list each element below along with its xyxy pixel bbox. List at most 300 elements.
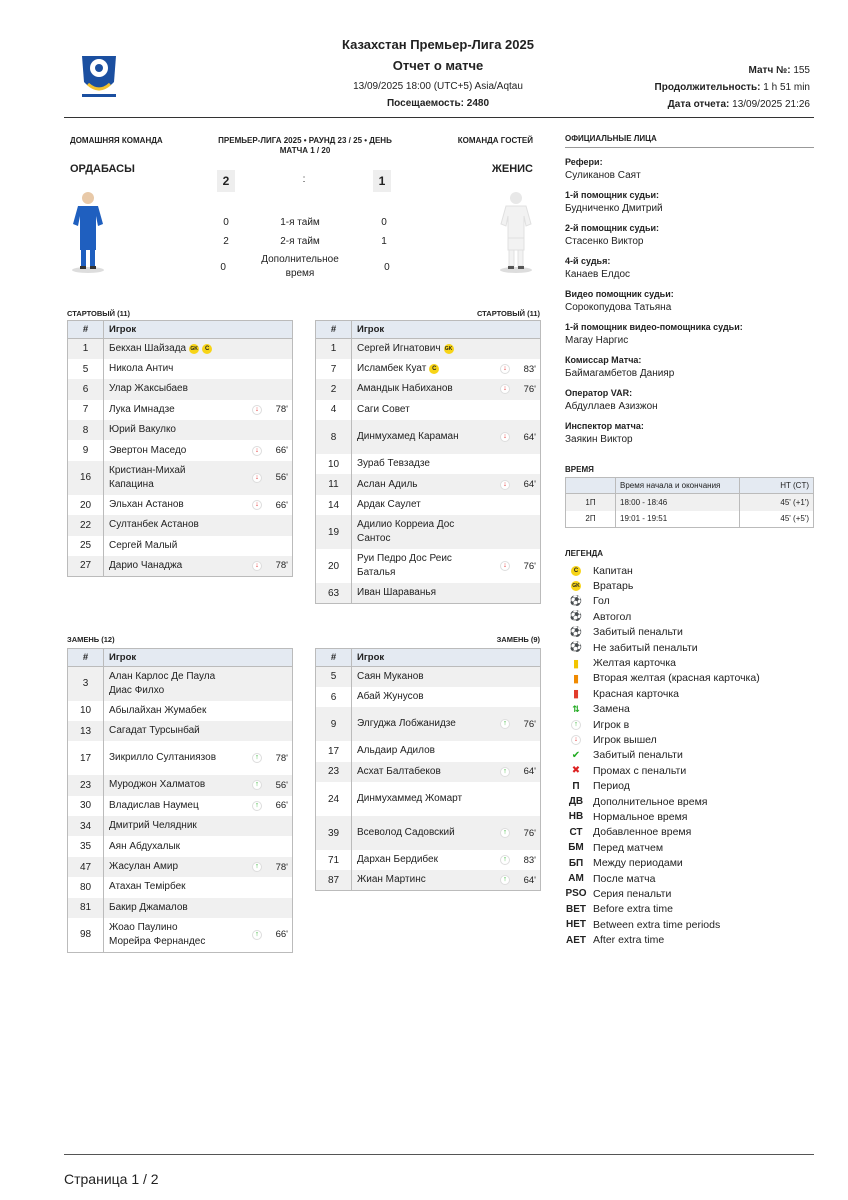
substitution-event xyxy=(252,560,288,571)
period-ht: 45' (+5') xyxy=(740,511,814,528)
table-row xyxy=(316,583,541,603)
legend-item xyxy=(565,748,814,763)
legend-text: Желтая карточка xyxy=(593,657,677,670)
player-out-icon: ↓ xyxy=(252,405,262,415)
player-name: Сагадат Турсынбай xyxy=(109,725,200,737)
official-role: Инспектор матча: xyxy=(565,421,644,431)
player-cell-content xyxy=(104,518,292,532)
player-number: 35 xyxy=(68,836,104,856)
player-cell-content xyxy=(104,901,292,915)
official-name: Сорокопудова Татьяна xyxy=(565,302,672,313)
player-cell-content xyxy=(104,403,292,417)
sub-minute: 66' xyxy=(275,800,288,812)
legend-text: Забитый пенальти xyxy=(593,749,683,762)
substitution-event xyxy=(252,862,288,873)
player-name: Саги Совет xyxy=(357,403,410,415)
substitution-event xyxy=(500,364,536,375)
table-row xyxy=(68,515,293,535)
added-time-abbr xyxy=(565,827,587,838)
player-cell-content xyxy=(352,403,540,417)
table-row xyxy=(68,796,293,816)
legend-text: Вторая желтая (красная карточка) xyxy=(593,672,760,685)
period-row xyxy=(215,251,395,283)
table-row xyxy=(68,667,293,701)
player-info xyxy=(104,444,186,458)
col-number: # xyxy=(68,649,104,667)
player-cell-content xyxy=(352,792,540,806)
legend-text: After extra time xyxy=(593,934,665,947)
player-name: Иван Шараванья xyxy=(357,587,437,599)
legend-symbol: ⚽ xyxy=(569,595,583,607)
official-role: 2-й помощник судьи: xyxy=(565,223,660,233)
player-number: 22 xyxy=(68,515,104,535)
player-name: Владислав Наумец xyxy=(109,799,199,811)
col-player-label: Игрок xyxy=(109,324,137,335)
player-number: 5 xyxy=(316,667,352,687)
player-in-icon: ↑ xyxy=(500,855,510,865)
table-row xyxy=(316,495,541,515)
player-cell xyxy=(352,741,541,761)
period-label: Дополнительное время xyxy=(261,254,339,279)
penalty-scored-icon xyxy=(565,627,587,638)
player-cell-content xyxy=(352,765,540,779)
player-info xyxy=(352,518,464,546)
player-number: 7 xyxy=(68,400,104,420)
goalkeeper-icon xyxy=(565,581,587,591)
substitution-event xyxy=(252,800,288,811)
player-cell-content xyxy=(352,362,540,376)
official-role: Рефери: xyxy=(565,157,603,167)
player-cell xyxy=(104,440,293,460)
col-player xyxy=(352,649,541,667)
player-name: Жоао Паулино Морейра Фернандес xyxy=(109,921,206,947)
player-cell-content xyxy=(104,778,292,792)
player-name: Эвертон Маседо xyxy=(109,444,187,456)
player-info xyxy=(104,464,216,492)
player-cell xyxy=(104,359,293,379)
period-home-score: 0 xyxy=(223,217,229,228)
substitution-event xyxy=(500,561,536,572)
player-number: 3 xyxy=(68,667,104,701)
legend-item xyxy=(565,609,814,624)
sub-minute: 64' xyxy=(523,874,536,886)
legend-item xyxy=(565,763,814,778)
col-player-label: Игрок xyxy=(109,652,137,663)
player-in-icon: ↑ xyxy=(252,801,262,811)
official-name: Канаев Елдос xyxy=(565,269,631,280)
player-number: 10 xyxy=(316,454,352,474)
player-out-icon: ↓ xyxy=(252,446,262,456)
player-number: 6 xyxy=(316,687,352,707)
player-cell-content xyxy=(352,586,540,600)
legend-text: Дополнительное время xyxy=(593,795,708,808)
player-info xyxy=(104,724,200,738)
player-name: Зикрилло Султаниязов xyxy=(109,752,217,764)
table-row xyxy=(316,850,541,870)
table-row xyxy=(68,775,293,795)
red-card-icon xyxy=(565,687,587,700)
table-row xyxy=(316,359,541,379)
sub-minute: 83' xyxy=(523,363,536,375)
table-row xyxy=(68,918,293,952)
player-cell-content xyxy=(104,362,292,376)
sub-minute: 56' xyxy=(275,472,288,484)
player-info xyxy=(352,403,410,417)
away-starting-label: СТАРТОВЫЙ (11) xyxy=(476,309,540,318)
home-starting-table xyxy=(67,320,293,577)
legend-text: Вратарь xyxy=(593,580,634,593)
player-name: Альдаир Адилов xyxy=(357,745,435,757)
player-number: 8 xyxy=(316,420,352,454)
player-cell xyxy=(104,741,293,775)
player-cell xyxy=(104,836,293,856)
player-cell-content xyxy=(104,444,292,458)
official-name: Стасенко Виктор xyxy=(565,236,644,247)
player-name: Адилио Корреиа Дос Сантос xyxy=(357,519,455,545)
table-row xyxy=(316,454,541,474)
player-cell-content xyxy=(104,921,292,949)
table-row xyxy=(316,687,541,707)
legend-text: Серия пенальти xyxy=(593,887,672,900)
player-name: Зураб Тевзадзе xyxy=(357,458,430,470)
sub-minute: 66' xyxy=(275,929,288,941)
player-cell xyxy=(352,400,541,420)
player-info xyxy=(352,498,421,512)
player-cell xyxy=(104,379,293,399)
official-name: Суликанов Саят xyxy=(565,170,641,181)
home-subs-table xyxy=(67,648,293,953)
player-out-icon: ↓ xyxy=(500,384,510,394)
legend-text: Нормальное время xyxy=(593,810,688,823)
player-number: 4 xyxy=(316,400,352,420)
away-kit-icon xyxy=(498,190,534,279)
player-cell-content xyxy=(352,430,540,444)
legend-text: После матча xyxy=(593,872,656,885)
substitution-event xyxy=(252,753,288,764)
legend-item xyxy=(565,717,814,732)
legend-item xyxy=(565,871,814,886)
player-cell-content xyxy=(352,670,540,684)
legend-item xyxy=(565,917,814,932)
player-info xyxy=(352,717,456,731)
player-cell xyxy=(352,667,541,687)
player-cell-content xyxy=(352,826,540,840)
player-name: Амандык Набиханов xyxy=(357,383,453,395)
table-header xyxy=(316,321,541,339)
player-cell xyxy=(352,870,541,890)
substitution-event xyxy=(500,719,536,730)
player-name: Абай Жунусов xyxy=(357,691,424,703)
player-number: 71 xyxy=(316,850,352,870)
legend-symbol: АМ xyxy=(568,873,584,884)
away-score: 1 xyxy=(373,170,391,192)
player-number: 47 xyxy=(68,857,104,877)
legend-symbol: GK xyxy=(572,583,580,590)
player-cell xyxy=(352,707,541,741)
penalty-missed-icon xyxy=(565,642,587,653)
sub-minute: 64' xyxy=(523,479,536,491)
player-table xyxy=(67,648,293,953)
table-row xyxy=(316,762,541,782)
player-in-icon: ↑ xyxy=(500,828,510,838)
table-row xyxy=(68,877,293,897)
table-row xyxy=(68,857,293,877)
time-table xyxy=(565,477,814,528)
table-row xyxy=(68,379,293,399)
legend-text: Before extra time xyxy=(593,903,673,916)
period-times-table xyxy=(565,477,814,528)
col-player xyxy=(104,321,293,339)
player-number: 13 xyxy=(68,721,104,741)
official-name: Баймагамбетов Данияр xyxy=(565,368,675,379)
cross-icon xyxy=(565,765,587,776)
substitution-event xyxy=(252,500,288,511)
player-info xyxy=(352,670,424,684)
player-info xyxy=(104,362,173,376)
player-name: Сергей Игнатович xyxy=(357,342,441,354)
col-period xyxy=(566,478,616,494)
legend-text: Забитый пенальти xyxy=(593,626,683,639)
table-header xyxy=(68,321,293,339)
player-info xyxy=(104,342,212,356)
table-header xyxy=(316,649,541,667)
legend-symbol: PSO xyxy=(565,888,587,900)
player-cell xyxy=(352,687,541,707)
table-row xyxy=(316,549,541,583)
report-date: Дата отчета: 13/09/2025 21:26 xyxy=(667,99,810,110)
table-row xyxy=(68,359,293,379)
substitution-event xyxy=(252,472,288,483)
col-player xyxy=(104,649,293,667)
player-cell xyxy=(104,339,293,359)
player-info xyxy=(352,586,436,600)
official-name: Абдуллаев Азизжон xyxy=(565,401,658,412)
legend-item xyxy=(565,794,814,809)
legend-symbol: ⚽ xyxy=(569,611,583,623)
substitution-event xyxy=(252,445,288,456)
legend-item xyxy=(565,625,814,640)
player-number: 30 xyxy=(68,796,104,816)
table-row xyxy=(68,741,293,775)
substitution-event xyxy=(500,855,536,866)
table-row xyxy=(68,898,293,918)
player-cell xyxy=(352,850,541,870)
period-time: 18:00 - 18:46 xyxy=(616,494,740,511)
player-cell xyxy=(352,454,541,474)
legend-symbol: C xyxy=(571,566,581,576)
match-datetime: 13/09/2025 18:00 (UTC+5) Asia/Aqtau xyxy=(353,81,523,92)
player-cell-content xyxy=(104,751,292,765)
league-logo xyxy=(78,52,120,100)
legend-text: Замена xyxy=(593,703,630,716)
legend-item xyxy=(565,578,814,593)
player-info xyxy=(104,860,178,874)
player-table xyxy=(315,648,541,891)
legend-text: Гол xyxy=(593,595,610,608)
league-title: Казахстан Премьер-Лига 2025 xyxy=(342,37,534,52)
player-info xyxy=(104,778,205,792)
substitution-event xyxy=(500,384,536,395)
page-number: Страница 1 / 2 xyxy=(64,1171,159,1187)
period-ht: 45' (+1') xyxy=(740,494,814,511)
player-info xyxy=(104,840,180,854)
player-cell xyxy=(352,549,541,583)
officials-list xyxy=(565,155,814,452)
yellow-card-icon xyxy=(565,657,587,670)
captain-icon: C xyxy=(429,364,439,374)
player-cell-content xyxy=(352,717,540,731)
legend-item xyxy=(565,671,814,686)
sub-minute: 56' xyxy=(275,779,288,791)
time-row xyxy=(566,511,814,528)
legend-symbol: ↓ xyxy=(571,735,581,745)
player-info xyxy=(104,901,188,915)
time-header xyxy=(566,478,814,494)
player-info xyxy=(104,921,216,949)
table-row xyxy=(68,836,293,856)
legend-text: Красная карточка xyxy=(593,687,679,700)
legend-item xyxy=(565,702,814,717)
legend-item xyxy=(565,886,814,901)
sub-minute: 64' xyxy=(523,431,536,443)
player-name: Аян Абдухалык xyxy=(109,840,181,852)
legend-symbol: BET xyxy=(566,903,586,915)
period-scores xyxy=(215,213,395,283)
between-extra-time-abbr xyxy=(565,919,587,930)
sub-minute: 78' xyxy=(275,560,288,572)
legend-item xyxy=(565,640,814,655)
player-out-icon: ↓ xyxy=(500,561,510,571)
table-row xyxy=(316,870,541,890)
table-row xyxy=(316,667,541,687)
player-cell xyxy=(104,556,293,576)
sub-minute: 66' xyxy=(275,499,288,511)
player-name: Жиан Мартинс xyxy=(357,874,426,886)
player-cell-content xyxy=(104,840,292,854)
col-number: # xyxy=(316,649,352,667)
col-ht: HT (CT) xyxy=(740,478,814,494)
player-cell xyxy=(352,762,541,782)
officials-divider xyxy=(565,147,814,148)
table-row xyxy=(316,816,541,850)
substitution-event xyxy=(500,432,536,443)
player-name: Аслан Адиль xyxy=(357,478,418,490)
player-info xyxy=(352,382,453,396)
legend-list xyxy=(565,563,814,948)
report-title: Отчет о матче xyxy=(392,58,484,73)
table-row xyxy=(68,701,293,721)
sub-minute: 78' xyxy=(275,752,288,764)
legend-symbol: AET xyxy=(566,934,586,946)
officials-title: ОФИЦИАЛЬНЫЕ ЛИЦА xyxy=(565,134,657,143)
player-number: 23 xyxy=(68,775,104,795)
attendance: Посещаемость: 2480 xyxy=(386,98,490,109)
player-cell-content xyxy=(104,342,292,356)
player-number: 17 xyxy=(68,741,104,775)
player-table xyxy=(67,320,293,577)
official-role: Оператор VAR: xyxy=(565,388,633,398)
player-number: 20 xyxy=(68,495,104,515)
player-info xyxy=(352,873,426,887)
home-starting-label: СТАРТОВЫЙ (11) xyxy=(67,309,131,318)
player-cell-content xyxy=(104,423,292,437)
legend-symbol: НВ xyxy=(568,811,584,823)
legend-symbol: ⇅ xyxy=(572,703,580,714)
player-name: Юрий Вакулко xyxy=(109,424,176,436)
sub-minute: 76' xyxy=(523,718,536,730)
period-name: 1П xyxy=(566,494,616,511)
between-periods-abbr xyxy=(565,858,587,869)
legend-text: Промах с пенальти xyxy=(593,764,687,777)
player-number: 16 xyxy=(68,461,104,495)
player-name: Сергей Малый xyxy=(109,539,178,551)
player-info xyxy=(352,362,439,376)
legend-symbol: ✔ xyxy=(571,749,581,761)
table-row xyxy=(316,339,541,359)
substitution-event xyxy=(500,875,536,886)
player-info xyxy=(104,382,188,396)
away-starting-table xyxy=(315,320,541,604)
player-info xyxy=(104,518,199,532)
before-match-abbr xyxy=(565,842,587,853)
sub-minute: 66' xyxy=(275,445,288,457)
player-number: 81 xyxy=(68,898,104,918)
player-in-icon: ↑ xyxy=(252,753,262,763)
player-cell xyxy=(104,701,293,721)
player-name: Абылайхан Жумабек xyxy=(109,704,207,716)
footer-divider xyxy=(64,1154,814,1155)
player-name: Дархан Бердибек xyxy=(357,854,438,866)
legend-item xyxy=(565,825,814,840)
player-info xyxy=(104,423,176,437)
legend-text: Игрок в xyxy=(593,718,630,731)
period-abbr xyxy=(565,781,587,792)
legend-item xyxy=(565,563,814,578)
period-home-score: 0 xyxy=(220,261,226,273)
player-cell-content xyxy=(352,498,540,512)
player-cell xyxy=(104,420,293,440)
player-info xyxy=(352,342,454,356)
legend-symbol: HET xyxy=(566,919,586,931)
player-cell-content xyxy=(104,724,292,738)
player-cell xyxy=(104,918,293,952)
home-team-name: ОРДАБАСЫ xyxy=(70,163,135,175)
sub-minute: 76' xyxy=(523,560,536,572)
period-label: 2-я тайм xyxy=(280,235,320,247)
player-cell xyxy=(352,782,541,816)
player-cell xyxy=(104,400,293,420)
player-number: 98 xyxy=(68,918,104,952)
period-away-score: 0 xyxy=(384,261,390,273)
legend-symbol: ✖ xyxy=(571,765,581,777)
player-number: 27 xyxy=(68,556,104,576)
check-icon xyxy=(565,750,587,761)
header-divider xyxy=(64,117,814,118)
player-number: 20 xyxy=(316,549,352,583)
player-info xyxy=(352,792,462,806)
legend-symbol: ↑ xyxy=(571,720,581,730)
player-info xyxy=(104,880,186,894)
player-name: Бакир Джамалов xyxy=(109,901,188,913)
official-role: 4-й судья: xyxy=(565,256,611,266)
player-info xyxy=(352,690,424,704)
player-info xyxy=(104,704,206,718)
after-match-abbr xyxy=(565,873,587,884)
player-cell-content xyxy=(104,860,292,874)
report-header xyxy=(250,36,626,110)
substitution-event xyxy=(252,929,288,940)
col-time: Время начала и окончания xyxy=(616,478,740,494)
